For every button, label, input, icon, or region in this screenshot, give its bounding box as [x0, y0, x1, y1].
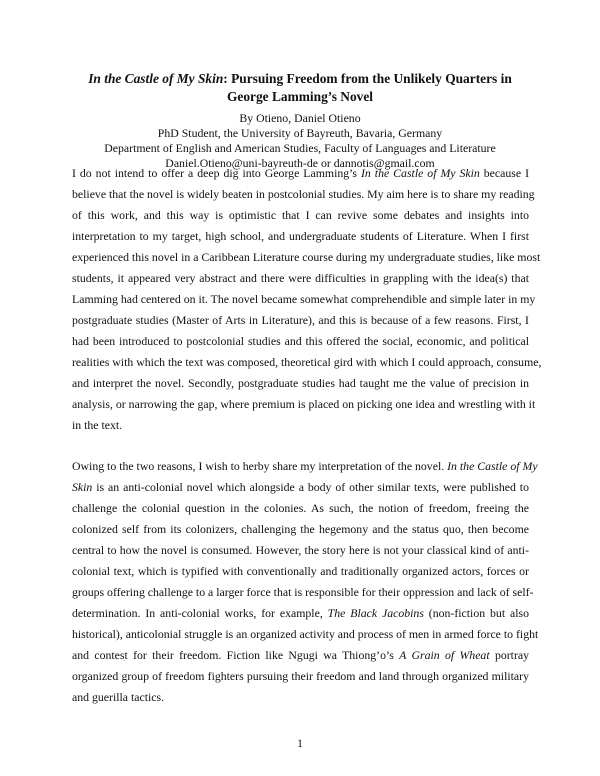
p2-line: groups offering challenge to a larger force that is responsible for their oppression and lack of self-	[72, 585, 534, 599]
p2-line: challenge the colonial question in the colonies. As such, the notion of freedom, freeing the	[72, 501, 529, 515]
p1-line: believe that the novel is widely beaten in postcolonial studies. My aim here is to share my reading	[72, 187, 535, 201]
p1-line: postgraduate studies (Master of Arts in Literature), and this is because of a few reasons. First, I	[72, 313, 529, 327]
p2-line: colonial text, which is typified with conventionally and traditionally organized actors, forces or	[72, 564, 529, 578]
p2-text: (non-fiction but also	[423, 606, 529, 620]
p2-line	[72, 456, 538, 477]
p1-line: Lamming had centered on it. The novel became somewhat comprehendible and simple later in my	[72, 292, 536, 306]
author-email: Daniel.Otieno@uni-bayreuth-de or dannotis@gmail.com	[165, 156, 435, 170]
p2-line: and guerilla tactics.	[72, 690, 165, 704]
author-byline: By Otieno, Daniel Otieno	[239, 111, 361, 125]
p1-line: of this work, and this way is optimistic that I can revive some debates and insights into	[72, 208, 529, 222]
p1-text: I do not intend to offer a deep dig into George Lamming’s	[72, 166, 361, 180]
p1-line: in the text.	[72, 418, 123, 432]
author-department: Department of English and American Studies, Faculty of Languages and Literature	[104, 141, 496, 155]
p1-text: because I	[479, 166, 529, 180]
p1-line: analysis, or narrowing the gap, where premium is placed on picking one idea and wrestling with it	[72, 397, 536, 411]
p2-line: historical), anticolonial struggle is an organized activity and process of men in armed force to fight	[72, 627, 539, 641]
p2-text: Owing to the two reasons, I wish to herby share my interpretation of the novel.	[72, 459, 448, 473]
page-number: 1	[297, 738, 303, 750]
p2-line: organized group of freedom fighters pursuing their freedom and land through organized military	[72, 669, 529, 683]
paragraph-1	[72, 163, 542, 436]
p2-line	[72, 603, 529, 624]
p1-line: had been introduced to postcolonial studies and this offered the social, economic, and political	[72, 334, 529, 348]
p2-line: colonized self from its colonizers, challenging the hegemony and the status quo, then become	[72, 522, 529, 536]
p1-line	[72, 163, 529, 184]
p2-text: is an anti-colonial novel which alongside a body of other similar texts, were published to	[92, 480, 529, 494]
paragraph-2	[72, 456, 539, 708]
p2-line	[72, 477, 529, 498]
p1-line: and interpret the novel. Secondly, postgraduate studies had taught me the value of precision in	[72, 376, 529, 390]
p1-line: realities with which the text was composed, theoretical gird with which I could approach, consume,	[72, 355, 542, 369]
p1-line: interpretation to my target, high school, and undergraduate students of Literature. When I first	[72, 229, 529, 243]
p2-line: central to how the novel is consumed. However, the story here is not your classical kind of anti-	[72, 543, 529, 557]
p2-text: determination. In anti-colonial works, for example,	[72, 606, 328, 620]
author-position: PhD Student, the University of Bayreuth, Bavaria, Germany	[157, 126, 443, 140]
title-italic: In the Castle of My Skin	[88, 71, 224, 86]
p1-book-title: In the Castle of My Skin	[361, 166, 480, 180]
p1-line: experienced this novel in a Caribbean Literature course during my undergraduate studies, like most	[72, 250, 541, 264]
p2-book-title: In the Castle of My	[447, 459, 538, 473]
p2-text: and contest for their freedom. Fiction like Ngugi wa Thiong’o’s	[72, 648, 400, 662]
paper-title	[60, 70, 540, 106]
title-line-2: George Lamming’s Novel	[226, 89, 374, 104]
author-block	[60, 111, 540, 171]
p2-text: portray	[489, 648, 530, 662]
p2-book-title: The Black Jacobins	[327, 606, 424, 620]
p2-book-title: Skin	[72, 480, 93, 494]
p2-line	[72, 645, 529, 666]
p1-line: students, it appeared very abstract and there were difficulties in grappling with the idea(s) that	[72, 271, 529, 285]
p2-book-title: A Grain of Wheat	[399, 648, 490, 662]
title-rest: : Pursuing Freedom from the Unlikely Quarters in	[223, 71, 512, 86]
title-line-1	[60, 70, 540, 88]
